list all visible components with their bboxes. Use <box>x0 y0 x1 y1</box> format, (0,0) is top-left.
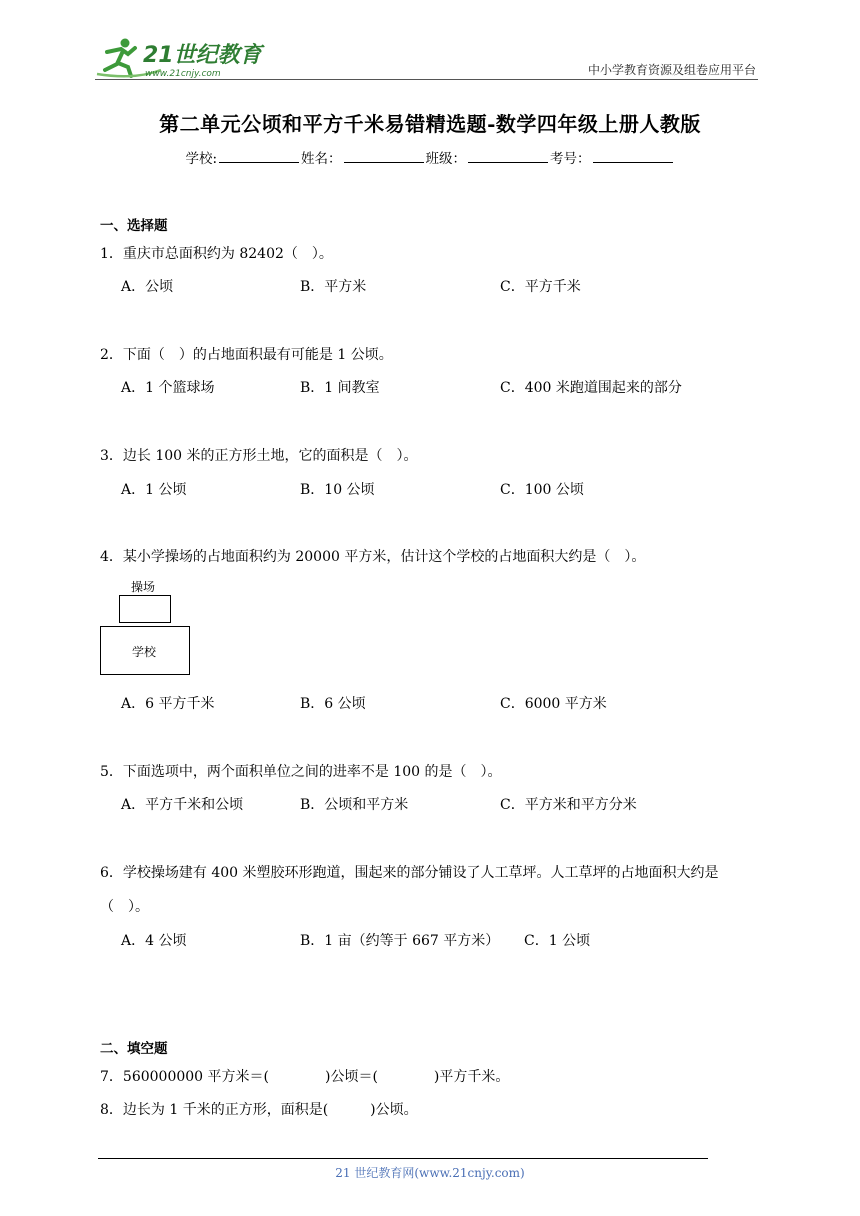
option-c[interactable]: C．100 公顷 <box>500 482 584 498</box>
name-blank[interactable] <box>344 150 424 163</box>
section-heading-fill: 二、填空题 <box>100 1041 168 1057</box>
option-c[interactable]: C．平方千米 <box>500 279 581 295</box>
option-c[interactable]: C．6000 平方米 <box>500 696 607 712</box>
student-info-line <box>0 147 860 167</box>
section-heading-choice: 一、选择题 <box>100 218 168 234</box>
option-b[interactable]: B．公顷和平方米 <box>300 797 409 813</box>
page-title: 第二单元公顷和平方千米易错精选题-数学四年级上册人教版 <box>159 112 701 136</box>
question-stem: 3．边长 100 米的正方形土地，它的面积是（ ）。 <box>100 448 418 464</box>
option-b[interactable]: B．平方米 <box>300 279 367 295</box>
option-c[interactable]: C．400 米跑道围起来的部分 <box>500 380 682 396</box>
header-divider <box>95 79 758 80</box>
option-a[interactable]: A．公顷 <box>121 279 174 295</box>
svg-text:www.21cnjy.com: www.21cnjy.com <box>145 69 221 79</box>
exam-no-blank[interactable] <box>593 150 673 163</box>
fill-question: 7．560000000 平方米＝( )公顷＝( )平方千米。 <box>100 1069 510 1085</box>
option-b[interactable]: B．1 间教室 <box>300 380 380 396</box>
question-stem-continued: （ ）。 <box>100 899 149 915</box>
question-stem: 1．重庆市总面积约为 82402（ ）。 <box>100 246 333 262</box>
question-stem: 5．下面选项中，两个面积单位之间的进率不是 100 的是（ ）。 <box>100 764 502 780</box>
question-stem: 6．学校操场建有 400 米塑胶环形跑道，围起来的部分铺设了人工草坪。人工草坪的占地面积大约是 <box>100 865 719 881</box>
footer-divider <box>98 1158 708 1159</box>
name-label: 姓名： <box>301 151 342 167</box>
option-a[interactable]: A．6 平方千米 <box>121 696 215 712</box>
site-logo <box>95 34 265 82</box>
fill-question: 8．边长为 1 千米的正方形，面积是( )公顷。 <box>100 1102 418 1118</box>
option-a[interactable]: A．1 公顷 <box>121 482 187 498</box>
question-stem: 4．某小学操场的占地面积约为 20000 平方米，估计这个学校的占地面积大约是（ ）。 <box>100 549 646 565</box>
option-a[interactable]: A．平方千米和公顷 <box>121 797 244 813</box>
option-b[interactable]: B．6 公顷 <box>300 696 366 712</box>
option-c[interactable]: C．平方米和平方分米 <box>500 797 637 813</box>
question-stem: 2．下面（ ）的占地面积最有可能是 1 公顷。 <box>100 347 393 363</box>
school-label: 学校 <box>132 645 157 659</box>
school-label: 学校: <box>185 151 218 167</box>
platform-name: 中小学教育资源及组卷应用平台 <box>587 63 756 77</box>
option-a[interactable]: A．4 公顷 <box>121 933 187 949</box>
exam-no-label: 考号： <box>550 151 591 167</box>
option-a[interactable]: A．1 个篮球场 <box>121 380 215 396</box>
class-blank[interactable] <box>468 150 548 163</box>
option-b[interactable]: B．10 公顷 <box>300 482 375 498</box>
school-blank[interactable] <box>219 150 299 163</box>
footer-link[interactable]: 21 世纪教育网(www.21cnjy.com) <box>335 1166 525 1180</box>
svg-text:21世纪教育: 21世纪教育 <box>143 43 262 68</box>
option-b[interactable]: B．1 亩（约等于 667 平方米） <box>300 933 500 949</box>
option-c[interactable]: C．1 公顷 <box>524 933 591 949</box>
field-rectangle <box>119 595 171 623</box>
class-label: 班级： <box>425 151 467 167</box>
field-label: 操场 <box>131 580 156 594</box>
